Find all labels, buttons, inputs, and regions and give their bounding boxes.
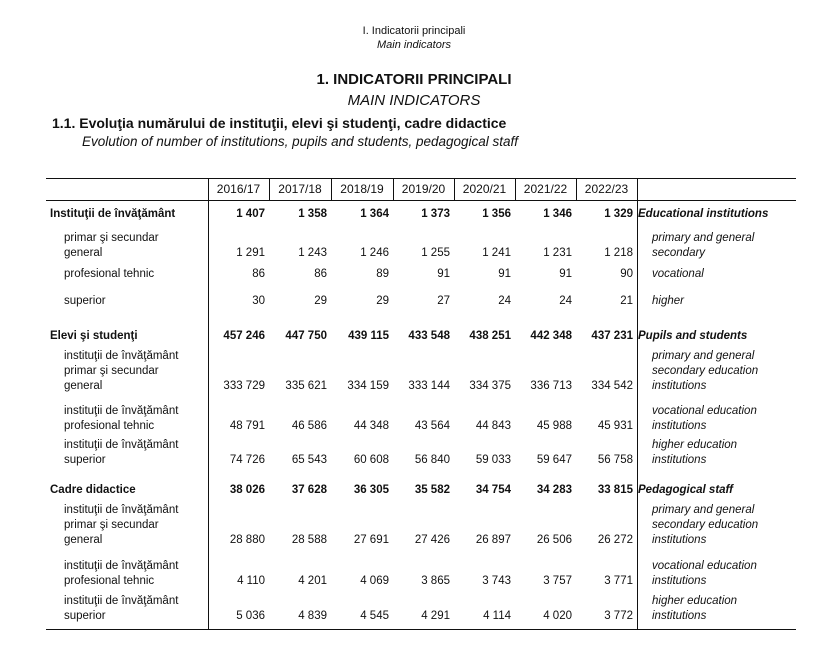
value-cell: 24 (498, 295, 511, 307)
year-header: 2020/21 (462, 182, 507, 196)
value-cell: 4 020 (543, 610, 572, 622)
row-label-ro (64, 294, 209, 309)
label-line: profesional tehnic (64, 575, 155, 587)
value-cell: 1 218 (604, 247, 633, 259)
label-line: primary and general (652, 504, 755, 516)
label-line: secondary (652, 247, 706, 259)
value-cell: 1 241 (482, 247, 511, 259)
label-line: secondary education (652, 365, 759, 377)
year-header: 2021/22 (523, 182, 568, 196)
value-cell: 1 243 (298, 247, 327, 259)
label-line: instituţii de învăţământ (64, 504, 179, 516)
value-cell: 46 586 (291, 420, 327, 432)
value-cell: 334 375 (469, 380, 511, 392)
label-line: vocational education (652, 560, 757, 572)
value-cell: 35 582 (414, 484, 450, 496)
value-cell: 44 348 (353, 420, 389, 432)
row-label-ro (64, 594, 209, 624)
label-line: general (64, 247, 103, 259)
row-label-ro (64, 559, 209, 589)
row-label-ro (64, 438, 209, 468)
row-label-ro (50, 483, 205, 498)
column-divider (637, 178, 638, 200)
value-cell: 34 283 (536, 484, 572, 496)
label-line: vocational education (652, 405, 757, 417)
value-cell: 27 (437, 295, 450, 307)
value-cell: 1 346 (543, 208, 572, 220)
value-cell: 437 231 (591, 330, 633, 342)
label-line: general (64, 380, 103, 392)
label-line: instituţii de învăţământ (64, 405, 179, 417)
label-line: general (64, 534, 103, 546)
row-label-en (638, 483, 796, 498)
value-cell: 29 (314, 295, 327, 307)
value-cell: 30 (252, 295, 265, 307)
label-line: primar şi secundar (64, 232, 159, 244)
value-cell: 442 348 (530, 330, 572, 342)
value-cell: 433 548 (408, 330, 450, 342)
value-cell: 43 564 (414, 420, 450, 432)
value-cell: 1 358 (298, 208, 327, 220)
value-cell: 45 988 (536, 420, 572, 432)
value-cell: 34 754 (475, 484, 511, 496)
label-line: institutions (652, 534, 707, 546)
row-label-en (638, 329, 796, 344)
value-cell: 3 771 (604, 575, 633, 587)
value-cell: 1 356 (482, 208, 511, 220)
value-cell: 334 542 (591, 380, 633, 392)
label-line: profesional tehnic (64, 420, 155, 432)
label-line: superior (64, 295, 106, 307)
running-header-ro: I. Indicatorii principali (362, 25, 466, 37)
label-line: primary and general (652, 350, 755, 362)
value-cell: 4 110 (237, 575, 265, 587)
value-cell: 3 743 (482, 575, 511, 587)
row-label-en (652, 503, 796, 548)
value-cell: 457 246 (223, 330, 265, 342)
label-line: primar şi secundar (64, 519, 159, 531)
row-label-en (638, 207, 796, 222)
row-label-ro (50, 207, 205, 222)
value-cell: 89 (376, 268, 389, 280)
value-cell: 86 (252, 268, 265, 280)
value-cell: 4 201 (298, 575, 327, 587)
value-cell: 1 329 (604, 208, 633, 220)
year-header: 2019/20 (401, 182, 446, 196)
section-subtitle: Evolution of number of institutions, pupils and students, pedagogical staff (82, 134, 519, 149)
value-cell: 3 757 (543, 575, 572, 587)
year-header: 2018/19 (340, 182, 384, 196)
chapter-title: 1. INDICATORII PRINCIPALI (316, 71, 512, 88)
table-header-rule (46, 200, 796, 201)
value-cell: 26 272 (597, 534, 633, 546)
label-line: instituţii de învăţământ (64, 350, 179, 362)
value-cell: 91 (437, 268, 450, 280)
data-table (46, 178, 796, 630)
value-cell: 1 373 (421, 208, 450, 220)
value-cell: 38 026 (229, 484, 265, 496)
row-label-ro (64, 231, 209, 261)
value-cell: 1 231 (543, 247, 572, 259)
row-label-en (652, 267, 796, 282)
value-cell: 4 545 (360, 610, 389, 622)
section-title: 1.1. Evoluţia numărului de instituţii, elevi şi studenţi, cadre didactice (52, 115, 507, 131)
label-line: vocational (652, 268, 704, 280)
row-label-ro (64, 404, 209, 434)
value-cell: 26 506 (536, 534, 572, 546)
row-label-ro (64, 267, 209, 282)
value-cell: 439 115 (348, 330, 389, 342)
label-line: primary and general (652, 232, 755, 244)
row-label-en (652, 294, 796, 309)
row-label-en (652, 559, 796, 589)
value-cell: 4 291 (421, 610, 450, 622)
value-cell: 29 (376, 295, 389, 307)
label-line: institutions (652, 380, 707, 392)
label-line: instituţii de învăţământ (64, 560, 179, 572)
value-cell: 91 (559, 268, 572, 280)
value-cell: 27 426 (414, 534, 450, 546)
table-bottom-rule (46, 629, 796, 630)
label-line: secondary education (652, 519, 759, 531)
value-cell: 1 246 (360, 247, 389, 259)
label-line: institutions (652, 610, 707, 622)
row-label-en (652, 231, 796, 261)
row-label-en (652, 404, 796, 434)
label-line: higher education (652, 595, 738, 607)
row-label-en (652, 438, 796, 468)
value-cell: 28 588 (291, 534, 327, 546)
value-cell: 60 608 (353, 454, 389, 466)
value-cell: 3 865 (421, 575, 450, 587)
value-cell: 333 144 (408, 380, 450, 392)
value-cell: 335 621 (285, 380, 327, 392)
column-divider (637, 200, 638, 629)
value-cell: 333 729 (223, 380, 265, 392)
value-cell: 24 (559, 295, 572, 307)
value-cell: 48 791 (229, 420, 265, 432)
value-cell: 447 750 (285, 330, 327, 342)
label-line: Instituţii de învăţământ (50, 208, 176, 220)
value-cell: 1 364 (360, 208, 389, 220)
value-cell: 5 036 (236, 610, 265, 622)
label-line: primar şi secundar (64, 365, 159, 377)
value-cell: 56 758 (597, 454, 633, 466)
label-line: institutions (652, 454, 707, 466)
value-cell: 336 713 (530, 380, 572, 392)
value-cell: 27 691 (353, 534, 389, 546)
label-line: Pedagogical staff (638, 484, 734, 496)
label-line: Elevi şi studenţi (50, 330, 138, 342)
label-line: higher (652, 295, 684, 307)
value-cell: 86 (314, 268, 327, 280)
value-cell: 438 251 (469, 330, 511, 342)
value-cell: 59 647 (536, 454, 572, 466)
value-cell: 26 897 (475, 534, 511, 546)
value-cell: 28 880 (229, 534, 265, 546)
label-line: superior (64, 610, 106, 622)
label-line: Pupils and students (638, 330, 748, 342)
value-cell: 1 291 (236, 247, 265, 259)
value-cell: 36 305 (353, 484, 389, 496)
running-header-en: Main indicators (377, 39, 451, 51)
value-cell: 3 772 (604, 610, 633, 622)
value-cell: 1 255 (421, 247, 450, 259)
label-line: institutions (652, 575, 707, 587)
row-label-ro (64, 503, 209, 548)
value-cell: 74 726 (229, 454, 265, 466)
row-label-ro (64, 349, 209, 394)
label-line: Cadre didactice (50, 484, 136, 496)
value-cell: 91 (498, 268, 511, 280)
value-cell: 45 931 (597, 420, 633, 432)
value-cell: 4 069 (360, 575, 389, 587)
chapter-subtitle: MAIN INDICATORS (347, 92, 481, 109)
value-cell: 1 407 (236, 208, 265, 220)
row-label-en (652, 594, 796, 624)
value-cell: 4 839 (298, 610, 327, 622)
value-cell: 21 (620, 295, 633, 307)
row-label-ro (50, 329, 205, 344)
value-cell: 44 843 (475, 420, 511, 432)
label-line: institutions (652, 420, 707, 432)
label-line: superior (64, 454, 106, 466)
value-cell: 4 114 (483, 610, 511, 622)
value-cell: 90 (620, 268, 633, 280)
year-header: 2022/23 (584, 182, 629, 196)
label-line: Educational institutions (638, 208, 769, 220)
label-line: profesional tehnic (64, 268, 155, 280)
value-cell: 59 033 (475, 454, 511, 466)
year-header: 2016/17 (216, 182, 261, 196)
label-line: instituţii de învăţământ (64, 595, 179, 607)
table-top-rule (46, 178, 796, 179)
value-cell: 33 815 (597, 484, 633, 496)
value-cell: 56 840 (414, 454, 450, 466)
value-cell: 37 628 (291, 484, 327, 496)
row-label-en (652, 349, 796, 394)
year-header: 2017/18 (278, 182, 322, 196)
label-line: higher education (652, 439, 738, 451)
label-line: instituţii de învăţământ (64, 439, 179, 451)
value-cell: 65 543 (291, 454, 327, 466)
value-cell: 334 159 (347, 380, 389, 392)
